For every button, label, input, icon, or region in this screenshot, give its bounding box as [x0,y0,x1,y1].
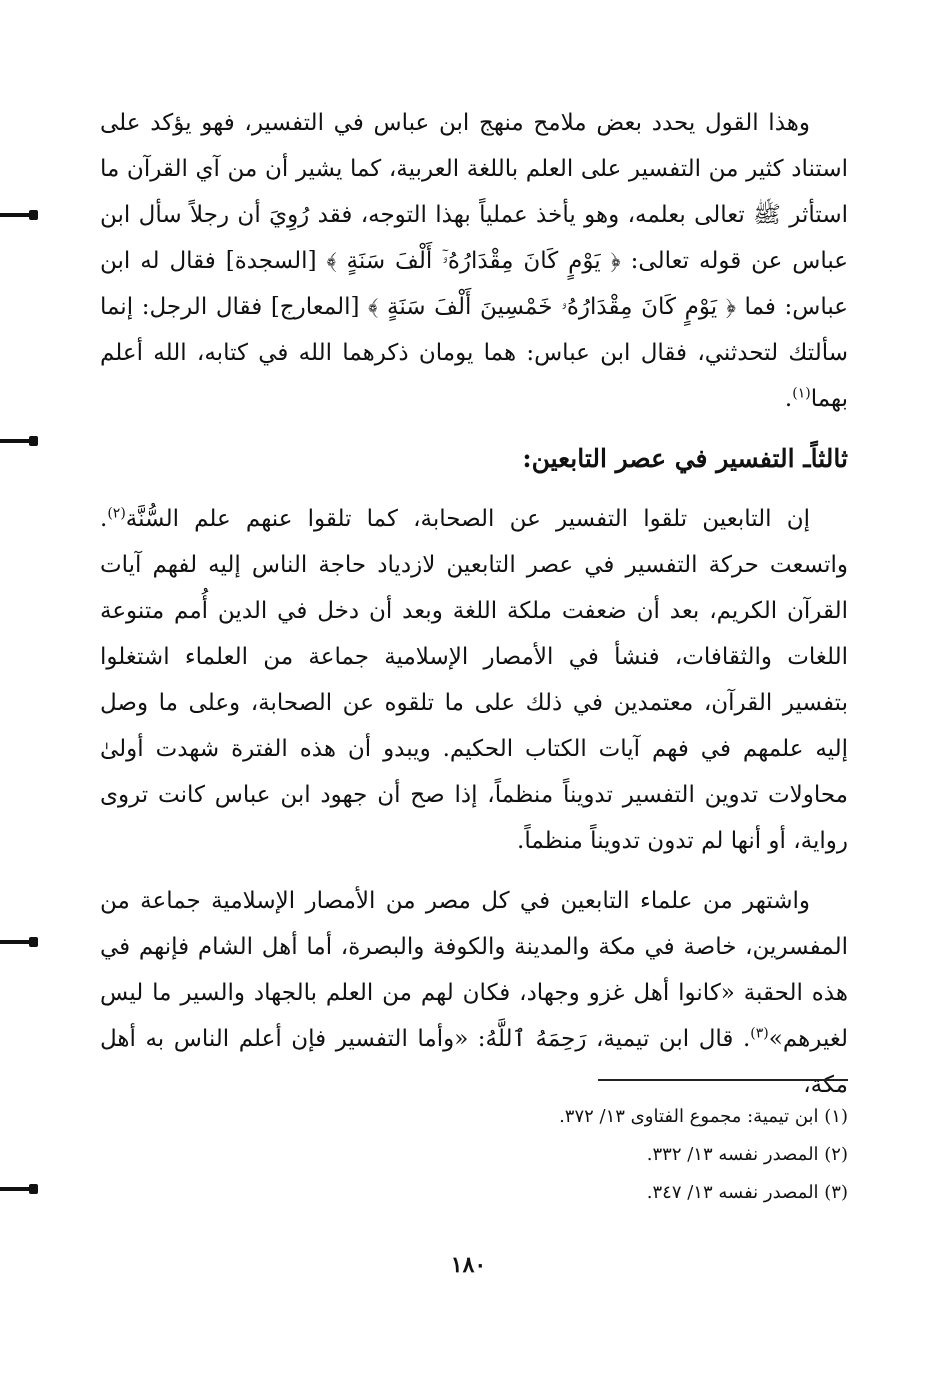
paragraph-3-rest: . قال ابن تيمية، رَحِمَهُ ٱللَّهُ: «وأما التفسير فإن أعلم الناس به أهل مكة، [100,1026,848,1098]
footnote-ref-1[interactable]: (١) [792,385,811,402]
footnote-3: (٣) المصدر نفسه ١٣/ ٣٤٧. [646,1182,848,1203]
paragraph-2-rest: . واتسعت حركة التفسير في عصر التابعين لازدياد حاجة الناس إليه لفهم آيات القرآن الكريم، بعد أن ضعفت ملكة اللغة وبعد أن دخل في الدين أُمم متنوعة اللغات والثقافات، فنشأ في الأمصار الإسلامية جماعة من العلماء اشتغلوا بتفسير القرآن، معتمدين في ذلك على ما تلقوه عن الصحابة، وعلى ما وصل إليه علمهم في فهم آيات الكتاب الحكيم. ويبدو أن هذه الفترة شهدت أولىٰ محاولات تدوين التفسير تدويناً منظماً، إذا صح أن جهود ابن عباس كانت تروى رواية، أو أنها لم تدون تدويناً منظماً. [100,506,848,854]
footnotes [100,1098,848,1212]
section-heading: ثالثاًـ التفسير في عصر التابعين: [522,444,848,473]
paragraph-1-end: . [784,386,793,412]
margin-mark [0,940,34,944]
paragraph-2-text: إن التابعين تلقوا التفسير عن الصحابة، كما تلقوا عنهم علم السُّنَّة [125,506,810,532]
paragraph-tabieen [100,496,848,864]
margin-mark [0,213,34,217]
footnote-ref-2[interactable]: (٢) [107,505,126,522]
paragraph-3-text: واشتهر من علماء التابعين في كل مصر من الأمصار الإسلامية جماعة من المفسرين، خاصة في مكة والمدينة والكوفة والبصرة، أما أهل الشام فإنهم في هذه الحقبة «كانوا أهل غزو وجهاد، فكان لهم من العلم بالجهاد والسير ما ليس لغيرهم» [100,888,848,1052]
page-number: ١٨٠ [450,1252,487,1278]
footnote-1: (١) ابن تيمية: مجموع الفتاوى ١٣/ ٣٧٢. [559,1106,848,1127]
margin-mark [0,439,34,443]
footnote-2: (٢) المصدر نفسه ١٣/ ٣٣٢. [646,1144,848,1165]
main-text [100,100,848,1108]
footnote-divider [598,1079,848,1081]
paragraph-1-text: وهذا القول يحدد بعض ملامح منهج ابن عباس في التفسير، فهو يؤكد على استناد كثير من التفسير على العلم باللغة العربية، كما يشير أن من آي القرآن ما استأثر ﷺ تعالى بعلمه، وهو يأخذ عملياً بهذا التوجه، فقد رُوِيَ أن رجلاً سأل ابن عباس عن قوله تعالى: ﴿ يَوْمٍ كَانَ مِقْدَارُهُۥٓ أَلْفَ سَنَةٍ ﴾ [السجدة] فقال له ابن عباس: فما ﴿ يَوْمٍ كَانَ مِقْدَارُهُۥ خَمْسِينَ أَلْفَ سَنَةٍ ﴾ [المعارج] فقال الرجل: إنما سألتك لتحدثني، فقال ابن عباس: هما يومان ذكرهما الله في كتابه، الله أعلم بهما [100,110,848,412]
paragraph-scholars [100,878,848,1108]
margin-mark [0,1187,34,1191]
footnote-ref-3[interactable]: (٣) [750,1025,769,1042]
paragraph-ibn-abbas [100,100,848,422]
